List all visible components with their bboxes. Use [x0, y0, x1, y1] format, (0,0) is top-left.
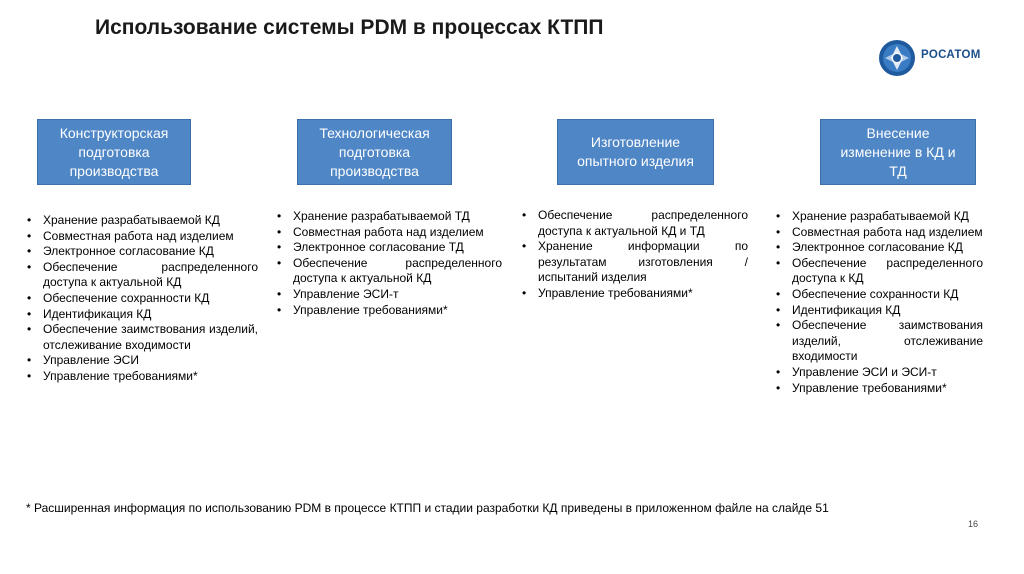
- list-item: • Обеспечение заимствования изделий, отслеживание входимости: [775, 318, 983, 365]
- page-number: 16: [968, 519, 979, 529]
- list-item: • Управление требованиями*: [775, 381, 983, 397]
- list-item: • Обеспечение распределенного доступа к актуальной КД и ТД: [521, 208, 748, 239]
- rosatom-logo-icon: [877, 38, 917, 78]
- feature-list-changes: [775, 209, 983, 396]
- list-item: • Обеспечение распределенного доступа к КД: [775, 256, 983, 287]
- list-item: • Совместная работа над изделием: [276, 225, 502, 241]
- list-item: • Обеспечение сохранности КД: [26, 291, 258, 307]
- list-item: • Обеспечение сохранности КД: [775, 287, 983, 303]
- list-item: • Управление требованиями*: [521, 286, 748, 302]
- list-item: • Хранение разрабатываемой КД: [775, 209, 983, 225]
- list-item: • Идентификация КД: [775, 303, 983, 319]
- footnote: * Расширенная информация по использованию PDM в процессе КТПП и стадии разработки КД приведены в приложенном файле на слайде 51: [26, 501, 829, 515]
- list-item: • Хранение разрабатываемой ТД: [276, 209, 502, 225]
- process-box-technology: Технологическая подготовка производства: [297, 119, 452, 185]
- list-item: • Идентификация КД: [26, 307, 258, 323]
- logo-text: РОСАТОМ: [921, 49, 981, 61]
- list-item: • Электронное согласование КД: [775, 240, 983, 256]
- process-box-changes: Внесение изменение в КД и ТД: [820, 119, 976, 185]
- list-item: • Управление ЭСИ: [26, 353, 258, 369]
- list-item: • Управление ЭСИ-т: [276, 287, 502, 303]
- list-item: • Управление требованиями*: [276, 303, 502, 319]
- rosatom-logo: [877, 36, 997, 80]
- list-item: • Обеспечение распределенного доступа к актуальной КД: [276, 256, 502, 287]
- process-box-manufacturing: Изготовление опытного изделия: [557, 119, 714, 185]
- list-item: • Совместная работа над изделием: [26, 229, 258, 245]
- list-item: • Электронное согласование КД: [26, 244, 258, 260]
- list-item: • Электронное согласование ТД: [276, 240, 502, 256]
- list-item: • Хранение информации по результатам изготовления / испытаний изделия: [521, 239, 748, 286]
- list-item: • Обеспечение распределенного доступа к актуальной КД: [26, 260, 258, 291]
- slide-title: Использование системы PDM в процессах КТПП: [95, 16, 604, 39]
- process-box-design: Конструкторская подготовка производства: [37, 119, 191, 185]
- list-item: • Управление требованиями*: [26, 369, 258, 385]
- feature-list-design: [26, 213, 258, 385]
- list-item: • Управление ЭСИ и ЭСИ-т: [775, 365, 983, 381]
- feature-list-technology: [276, 209, 502, 318]
- list-item: • Хранение разрабатываемой КД: [26, 213, 258, 229]
- list-item: • Обеспечение заимствования изделий, отслеживание входимости: [26, 322, 258, 353]
- feature-list-manufacturing: [521, 208, 748, 302]
- list-item: • Совместная работа над изделием: [775, 225, 983, 241]
